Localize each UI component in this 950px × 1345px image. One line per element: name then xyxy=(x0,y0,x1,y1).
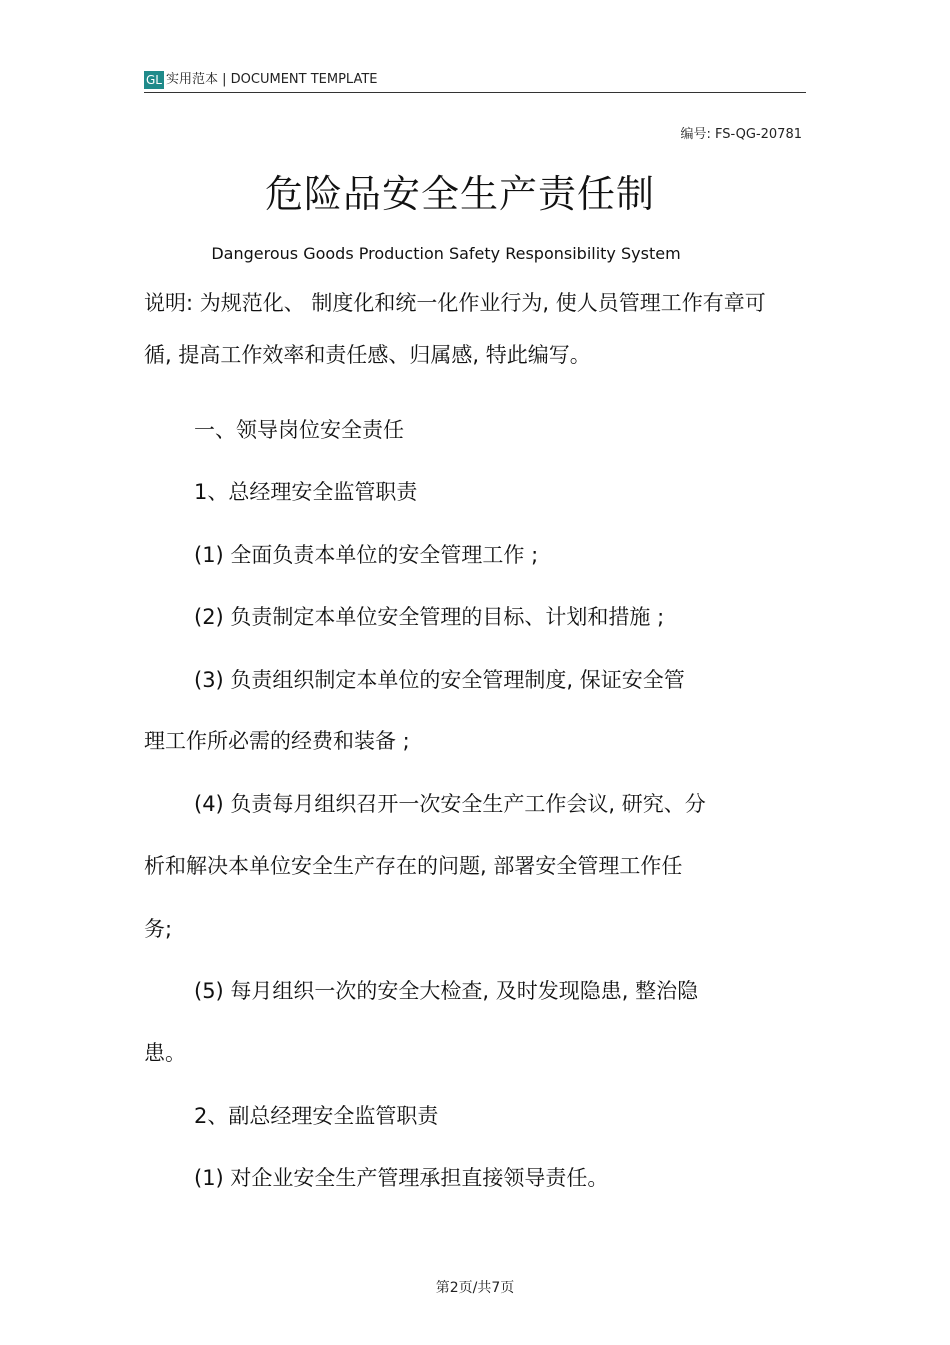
document-title: 危险品安全生产责任制 xyxy=(264,172,655,216)
subsection-heading-2: 2、副总经理安全监管职责 xyxy=(194,1104,439,1128)
document-number: 编号: FS-QG-20781 xyxy=(680,127,802,142)
list-item-3-line-1: (3) 负责组织制定本单位的安全管理制度, 保证安全管 xyxy=(194,668,685,692)
list-item-1: (1) 全面负责本单位的安全管理工作 ; xyxy=(194,543,539,567)
header-logo: GL xyxy=(144,71,164,89)
list-item-4-line-1: (4) 负责每月组织召开一次安全生产工作会议, 研究、分 xyxy=(194,792,706,816)
list-item-5-line-1: (5) 每月组织一次的安全大检查, 及时发现隐患, 整治隐 xyxy=(194,979,699,1003)
page-number: 第2页/共7页 xyxy=(435,1280,515,1296)
list-item-6: (1) 对企业安全生产管理承担直接领导责任。 xyxy=(194,1166,609,1190)
description-line-2: 循, 提高工作效率和责任感、归属感, 特此编写。 xyxy=(144,343,591,367)
list-item-4-line-3: 务; xyxy=(144,917,173,941)
list-item-2: (2) 负责制定本单位安全管理的目标、计划和措施 ; xyxy=(194,605,665,629)
section-heading-1: 一、领导岗位安全责任 xyxy=(194,418,404,442)
list-item-5-line-2: 患。 xyxy=(144,1041,186,1065)
header-divider xyxy=(144,92,806,93)
description-line-1: 说明: 为规范化、 制度化和统一化作业行为, 使人员管理工作有章可 xyxy=(144,291,766,315)
document-subtitle: Dangerous Goods Production Safety Responsibility System xyxy=(211,244,681,263)
subsection-heading-1: 1、总经理安全监管职责 xyxy=(194,480,418,504)
list-item-4-line-2: 析和解决本单位安全生产存在的问题, 部署安全管理工作任 xyxy=(144,854,683,878)
header-title: 实用范本 | DOCUMENT TEMPLATE xyxy=(166,72,378,87)
list-item-3-line-2: 理工作所必需的经费和装备 ; xyxy=(144,729,410,753)
